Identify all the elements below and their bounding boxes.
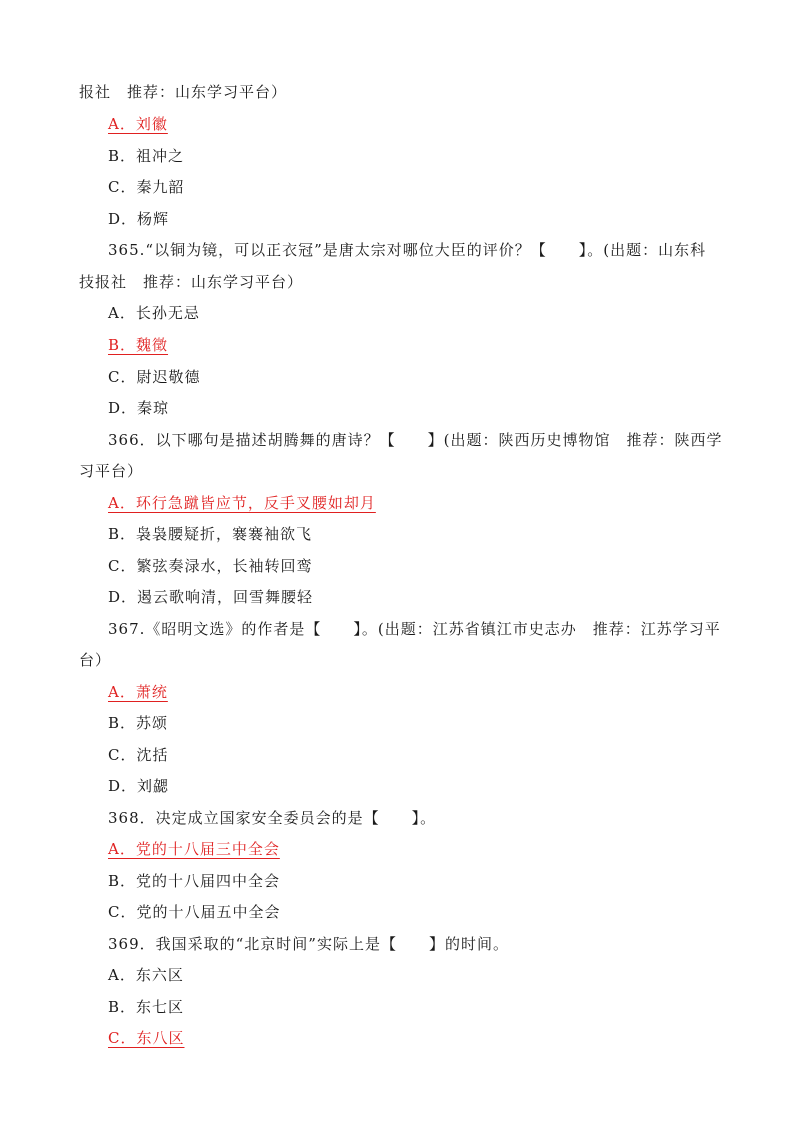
q366-option-b: B．袅袅腰疑折，褰褰袖欲飞 (108, 525, 313, 543)
question-365: 365.“以铜为镜，可以正衣冠”是唐太宗对哪位大臣的评价？【 】。(出题：山东科 (108, 241, 707, 259)
q365-option-a: A．长孙无忌 (108, 304, 200, 322)
q369-option-a: A．东六区 (108, 966, 184, 984)
q369-option-b: B．东七区 (108, 998, 185, 1016)
question-366-continuation: 习平台） (79, 462, 144, 480)
q366-option-a-correct: A．环行急蹴皆应节，反手叉腰如却月 (108, 494, 376, 512)
q367-option-c: C．沈括 (108, 746, 169, 764)
q366-option-d: D．遏云歌响清，回雪舞腰轻 (108, 588, 314, 606)
question-369: 369．我国采取的“北京时间”实际上是【 】的时间。 (108, 935, 509, 953)
q364-option-c: C．秦九韶 (108, 178, 185, 196)
question-366: 366．以下哪句是描述胡腾舞的唐诗？【 】(出题：陕西历史博物馆 推荐：陕西学 (108, 431, 723, 449)
q364-option-d: D．杨辉 (108, 210, 170, 228)
question-367: 367.《昭明文选》的作者是【 】。(出题：江苏省镇江市史志办 推荐：江苏学习平 (108, 620, 721, 638)
q365-option-d: D．秦琼 (108, 399, 170, 417)
question-367-continuation: 台） (79, 651, 112, 669)
q368-option-a-correct: A．党的十八届三中全会 (108, 840, 280, 858)
q367-option-b: B．苏颂 (108, 714, 169, 732)
q369-option-c-correct: C．东八区 (108, 1029, 185, 1047)
question-368: 368．决定成立国家安全委员会的是【 】。 (108, 809, 437, 827)
q367-option-d: D．刘勰 (108, 777, 170, 795)
q367-option-a-correct: A．萧统 (108, 683, 168, 701)
question-365-continuation: 技报社 推荐：山东学习平台） (79, 273, 304, 291)
q368-option-b: B．党的十八届四中全会 (108, 872, 281, 890)
q365-option-b-correct: B．魏徵 (108, 336, 169, 354)
q365-option-c: C．尉迟敬德 (108, 368, 201, 386)
question-364-continuation: 报社 推荐：山东学习平台） (79, 83, 288, 101)
q368-option-c: C．党的十八届五中全会 (108, 903, 281, 921)
q364-option-b: B．祖冲之 (108, 147, 185, 165)
q364-option-a-correct: A．刘徽 (108, 115, 168, 133)
q366-option-c: C．繁弦奏渌水，长袖转回鸾 (108, 557, 313, 575)
